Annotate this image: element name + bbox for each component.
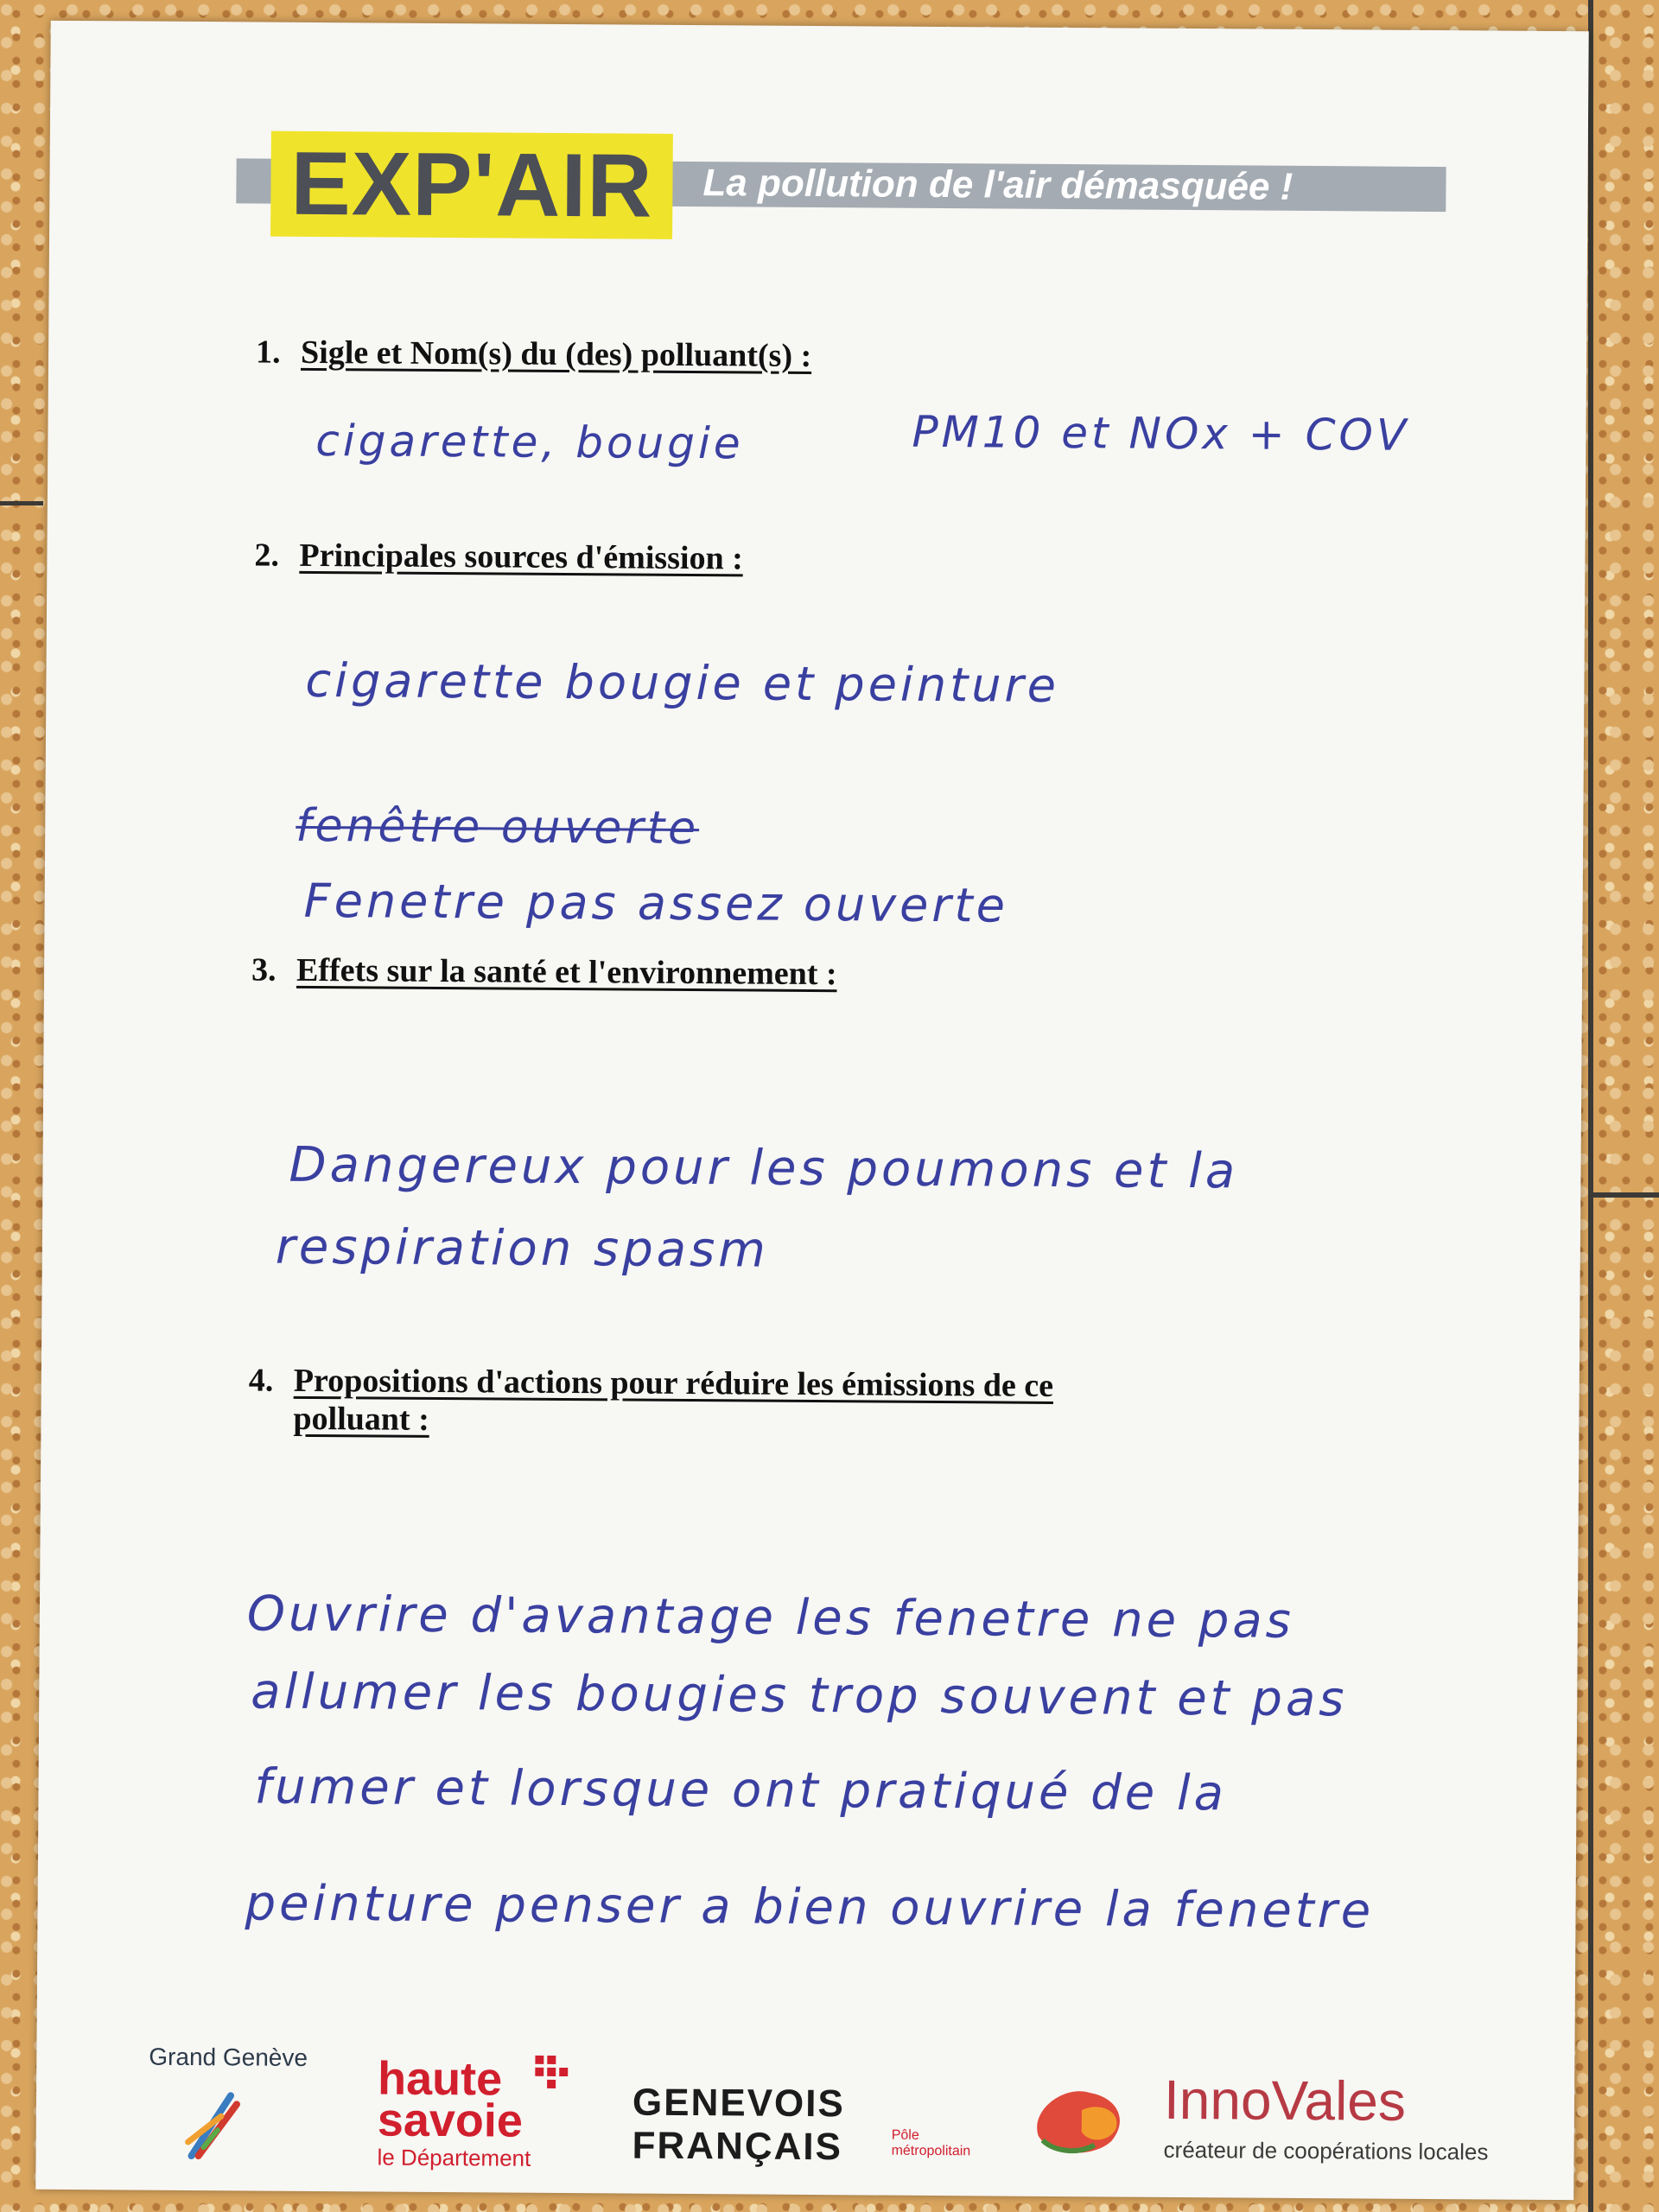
grand-geneve-label: Grand Genève [149, 2043, 308, 2071]
grand-geneve-emblem-icon [182, 2087, 244, 2164]
expair-logo [270, 131, 673, 239]
tile-grout [1590, 1192, 1659, 1198]
handwritten-answer: allumer les bougies trop souvent et pas [251, 1663, 1348, 1728]
header [236, 130, 1446, 245]
question-number: 1. [255, 334, 281, 371]
genevois-pole: Pôle métropolitain [891, 2127, 971, 2159]
handwritten-answer: cigarette, bougie [315, 415, 744, 469]
question-3 [251, 950, 837, 993]
handwritten-answer: Fenetre pas assez ouverte [303, 873, 1009, 933]
genevois-line2: FRANÇAIS [632, 2124, 843, 2169]
genevois-francais-logo [632, 2082, 995, 2179]
innovales-sub: créateur de coopérations locales [1163, 2136, 1489, 2165]
tile-grout [1588, 0, 1593, 2212]
question-4 [248, 1361, 1372, 1445]
question-number: 2. [254, 537, 280, 574]
logo-text: EXP'AIR [290, 133, 653, 237]
savoie-cross-icon [535, 2056, 569, 2090]
crossed-out-answer: fenêtre ouverte [296, 799, 700, 855]
worksheet [35, 21, 1588, 2200]
tagline: La pollution de l'air démasquée ! [702, 162, 1294, 208]
innovales-emblem-icon [1030, 2075, 1135, 2163]
handwritten-answer: Dangereux pour les poumons et la [289, 1136, 1239, 1200]
tile-grout [0, 501, 43, 505]
question-label: Effets sur la santé et l'environnement : [296, 951, 837, 993]
handwritten-answer: respiration spasm [275, 1218, 770, 1279]
handwritten-answer: Ouvrire d'avantage les fenetre ne pas [246, 1586, 1295, 1649]
handwritten-answer: cigarette bougie et peinture [305, 652, 1060, 713]
haute-savoie-line2: savoie [377, 2094, 524, 2147]
sponsor-logos [35, 2017, 1574, 2200]
genevois-line1: GENEVOIS [632, 2081, 845, 2126]
grand-geneve-logo [148, 2044, 321, 2174]
innovales-logo [1029, 2067, 1514, 2191]
question-number: 3. [251, 951, 276, 988]
question-label: Sigle et Nom(s) du (des) polluant(s) : [300, 334, 812, 374]
question-2 [254, 536, 743, 577]
handwritten-answer: fumer et lorsque ont pratiqué de la [254, 1758, 1228, 1822]
haute-savoie-line1: haute [377, 2052, 503, 2106]
question-number: 4. [248, 1362, 274, 1399]
handwritten-answer: PM10 et NOx + COV [912, 406, 1410, 461]
question-label: Principales sources d'émission : [299, 537, 743, 577]
question-label: Propositions d'actions pour réduire les émissions de ce [293, 1362, 1054, 1404]
question-1 [256, 333, 811, 374]
haute-savoie-logo [377, 2052, 576, 2181]
innovales-name: InnoVales [1163, 2068, 1407, 2133]
handwritten-answer: peinture penser a bien ouvrire la fenetre [245, 1875, 1375, 1940]
haute-savoie-sub: le Département [377, 2144, 531, 2171]
question-label-cont: polluant : [293, 1400, 429, 1438]
